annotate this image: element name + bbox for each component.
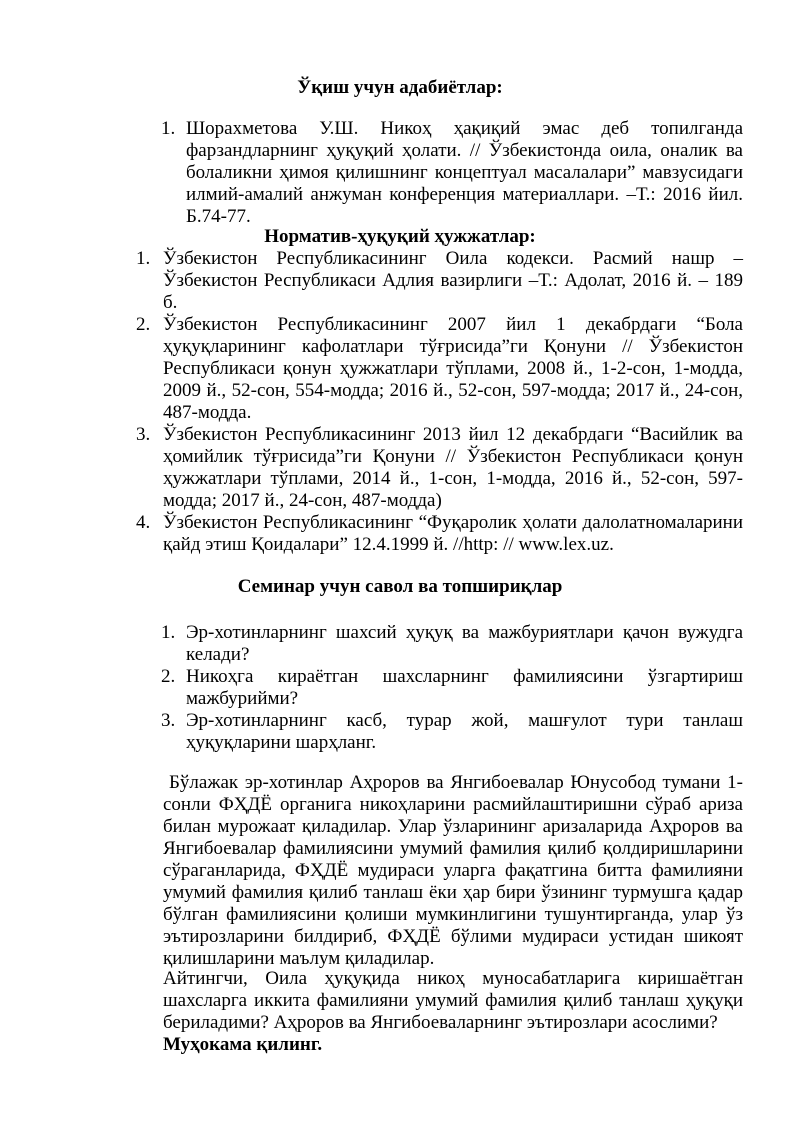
list-item-text: Никоҳга кираётган шахсларнинг фамилиясини ўзгартириш мажбурийми? xyxy=(186,666,743,709)
list-item-text: Ўзбекистон Республикасининг Оила кодекси. Расмий нашр – Ўзбекистон Республикаси Адлия вазирлиги –Т.: Адолат, 2016 й. – 189 б. xyxy=(163,248,743,313)
list-item-text: Шорахметова У.Ш. Никоҳ ҳақиқий эмас деб топилганда фарзандларнинг ҳуқуқий ҳолати. // Ўзбекистонда оила, оналик ва болаликни ҳимоя қилишнинг концептуал масалалари” мавзусидаги илмий-амалий анжуман конференция материаллари. –Т.: 2016 йил. Б.74-77. xyxy=(186,118,743,227)
seminar-list xyxy=(161,622,743,754)
list-item xyxy=(136,424,743,512)
list-item xyxy=(161,666,743,710)
list-item xyxy=(136,512,743,556)
discuss-label: Муҳокама қилинг. xyxy=(163,1034,323,1055)
list-item-text: Ўзбекистон Республикасининг 2013 йил 12 декабрдаги “Васийлик ва ҳомийлик тўғрисида”ги Қонуни // Ўзбекистон Республикаси қонун ҳужжатлари тўплами, 2014 й., 1-сон, 1-модда, 2016 й., 52-сон, 597-модда; 2017 й., 24-сон, 487-модда) xyxy=(163,424,743,511)
case-paragraph: Бўлажак эр-хотинлар Аҳроров ва Янгибоевалар Юнусобод тумани 1-сонли ФҲДЁ органига никоҳларини расмийлаштиришни сўраб ариза билан мурожаат қиладилар. Улар ўзларининг аризаларида Аҳроров ва Янгибоевалар фамилиясини умумий фамилия қилиб қолдиришларини сўраганларида, ФҲДЁ мудираси уларга фақатгина битта фамилияни умумий фамилия қилиб танлаш ёки ҳар бири ўзининг турмушга қадар бўлган фамилиясини қолиши мумкинлигини тушунтирганда, улар ўз эътирозларини билдириб, ФҲДЁ бўлими мудираси устидан шикоят қилишларини маълум қиладилар. xyxy=(163,772,743,969)
reading-list xyxy=(161,118,743,228)
list-item-text: Ўзбекистон Республикасининг 2007 йил 1 декабрдаги “Бола ҳуқуқларининг кафолатлари тўғрисида”ги Қонуни // Ўзбекистон Республикаси қонун ҳужжатлари тўплами, 2008 й., 1-2-сон, 1-модда, 2009 й., 52-сон, 554-модда; 2016 й., 52-сон, 597-модда; 2017 й., 24-сон, 487-модда. xyxy=(163,314,743,423)
reading-heading: Ўқиш учун адабиётлар: xyxy=(297,77,503,98)
question-paragraph: Айтингчи, Оила ҳуқуқида никоҳ муносабатларига киришаётган шахсларга иккита фамилияни умумий фамилия қилиб танлаш ҳуқуқи бериладими? Аҳроров ва Янгибоеваларнинг эътирозлари асослими? xyxy=(163,968,743,1033)
list-item xyxy=(161,622,743,666)
list-item-text: Эр-хотинларнинг шахсий ҳуқуқ ва мажбуриятлари қачон вужудга келади? xyxy=(186,622,743,665)
list-item xyxy=(136,314,743,424)
list-item xyxy=(161,118,743,228)
list-item-number: 1. xyxy=(161,118,176,139)
list-item-number: 3. xyxy=(136,424,151,445)
normative-list xyxy=(136,248,743,556)
list-item-number: 2. xyxy=(161,666,176,687)
list-item xyxy=(136,248,743,314)
list-item-number: 2. xyxy=(136,314,151,335)
normative-heading: Норматив-ҳуқуқий ҳужжатлар: xyxy=(264,226,536,247)
list-item-number: 3. xyxy=(161,710,176,731)
list-item-text: Ўзбекистон Республикасининг “Фуқаролик ҳолати далолатномаларини қайд этиш Қоидалари” 12.4.1999 й. //http: // www.lex.uz. xyxy=(163,512,743,555)
seminar-heading: Семинар учун савол ва топшириқлар xyxy=(237,576,563,597)
list-item-number: 1. xyxy=(161,622,176,643)
list-item-number: 4. xyxy=(136,512,151,533)
list-item-text: Эр-хотинларнинг касб, турар жой, машғулот тури танлаш ҳуқуқларини шарҳланг. xyxy=(186,710,743,753)
list-item xyxy=(161,710,743,754)
list-item-number: 1. xyxy=(136,248,151,269)
